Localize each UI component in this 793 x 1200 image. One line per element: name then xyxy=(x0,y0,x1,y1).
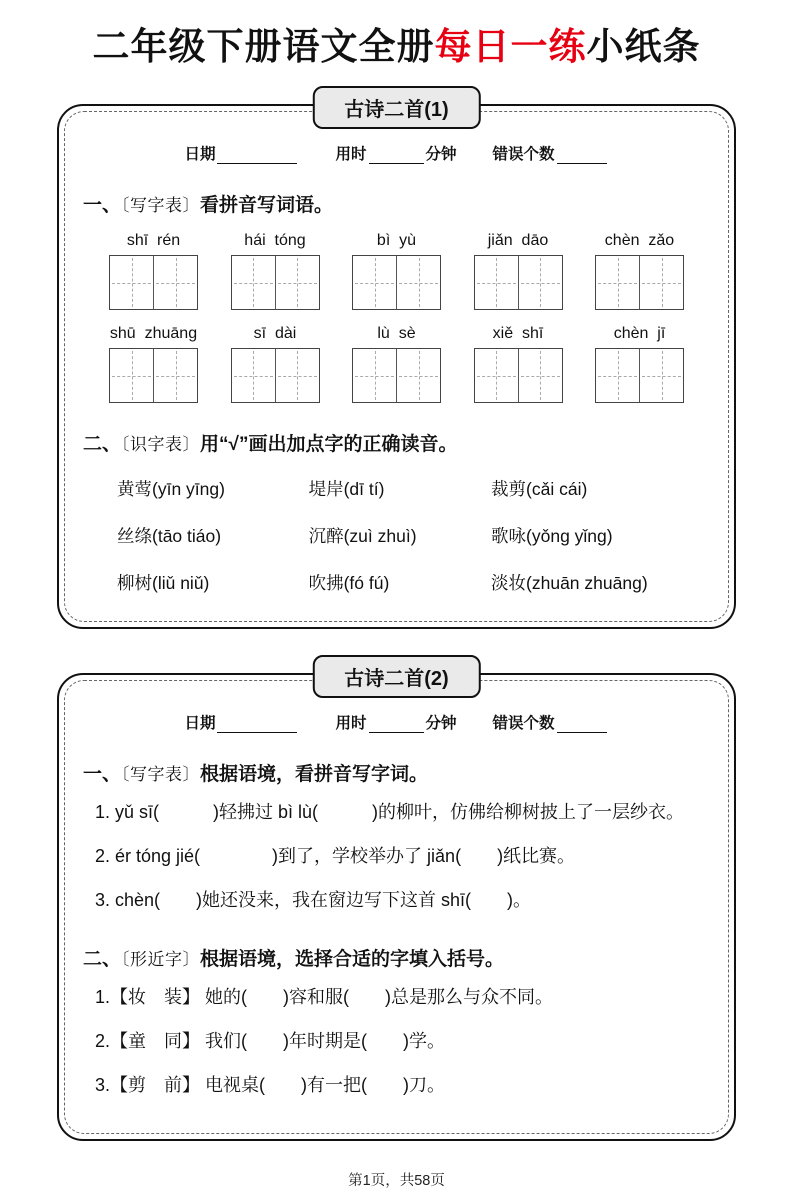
writing-cell xyxy=(110,256,153,309)
errors-label: 错误个数 xyxy=(492,146,555,163)
similar-characters-item: 2.【童 同】 我们( )年时期是( )学。 xyxy=(95,1031,445,1052)
pronunciation-items-grid xyxy=(117,476,710,595)
card-2-section-1-heading xyxy=(83,759,710,786)
section-number: 一、 xyxy=(83,195,122,216)
date-field xyxy=(184,142,299,164)
pinyin-label: xiě shī xyxy=(492,325,544,342)
fill-in-item: 1. yǔ sī( )轻拂过 bì lù( )的柳叶，仿佛给柳树披上了一层纱衣。 xyxy=(95,802,685,822)
time-blank xyxy=(369,148,424,164)
errors-label: 错误个数 xyxy=(492,715,555,732)
pinyin-label: bì yù xyxy=(376,232,417,249)
fill-in-item: 3. chèn( )她还没来，我在窗边写下这首 shī( )。 xyxy=(95,890,532,911)
fill-in-pinyin-list xyxy=(83,795,710,918)
pinyin-label: chèn zǎo xyxy=(604,232,675,249)
pinyin-label: shī rén xyxy=(126,232,181,249)
card-2-section-2-heading xyxy=(83,944,710,971)
writing-cell xyxy=(518,256,562,309)
pinyin-label: jiǎn dāo xyxy=(487,232,549,249)
section-title: 用“√”画出加点字的正确读音。 xyxy=(200,434,458,455)
writing-cell xyxy=(153,256,197,309)
card-2-title: 古诗二首(2) xyxy=(312,655,480,698)
writing-cell xyxy=(275,256,319,309)
card-1-section-1-heading xyxy=(83,190,710,217)
writing-cell xyxy=(396,349,440,402)
writing-grid xyxy=(352,348,441,403)
similar-characters-item: 1.【妆 装】 她的( )容和服( )总是那么与众不同。 xyxy=(95,987,553,1008)
pronunciation-item: 黄莺(yīn yīng) xyxy=(117,479,225,499)
worksheet-card-1 xyxy=(57,99,736,629)
word-block xyxy=(474,232,563,310)
writing-cell xyxy=(232,349,275,402)
page-title xyxy=(0,0,793,70)
date-blank xyxy=(217,717,297,733)
word-block xyxy=(352,232,441,310)
pronunciation-item: 裁剪(cǎi cái) xyxy=(491,479,588,499)
writing-grid xyxy=(109,348,198,403)
writing-grid xyxy=(231,348,320,403)
pronunciation-item: 吹拂(fó fú) xyxy=(308,573,390,593)
section-tag: 〔识字表〕 xyxy=(121,435,201,454)
writing-cell xyxy=(353,349,396,402)
writing-cell xyxy=(153,349,197,402)
word-block xyxy=(231,232,320,310)
worksheet-card-2 xyxy=(57,668,736,1141)
writing-cell xyxy=(639,349,683,402)
section-tag: 〔写字表〕 xyxy=(121,196,201,215)
writing-grid xyxy=(474,255,563,310)
pronunciation-item: 歌咏(yǒng yǐng) xyxy=(491,526,613,546)
writing-cell xyxy=(475,256,518,309)
time-label: 用时 xyxy=(335,715,367,732)
page-title-prefix: 二年级下册语文全册 xyxy=(92,26,435,67)
word-block xyxy=(231,325,320,403)
minutes-label: 分钟 xyxy=(425,715,457,732)
writing-grid xyxy=(474,348,563,403)
writing-grid xyxy=(352,255,441,310)
card-1-meta-row xyxy=(83,142,710,164)
similar-characters-item: 3.【剪 前】 电视桌( )有一把( )刀。 xyxy=(95,1075,445,1096)
writing-cell xyxy=(353,256,396,309)
errors-blank xyxy=(557,148,607,164)
writing-cell xyxy=(596,256,639,309)
pronunciation-item: 沉醉(zuì zhuì) xyxy=(308,526,417,546)
writing-cell xyxy=(110,349,153,402)
pinyin-label: hái tóng xyxy=(244,232,306,249)
writing-grid xyxy=(231,255,320,310)
errors-blank xyxy=(557,717,607,733)
page-title-highlight: 每日一练 xyxy=(434,26,587,67)
pinyin-label: lù sè xyxy=(377,325,416,342)
pronunciation-item: 柳树(liǔ niǔ) xyxy=(117,573,210,593)
page-title-suffix: 小纸条 xyxy=(586,26,701,67)
section-title: 看拼音写词语。 xyxy=(200,195,334,216)
card-2-meta-row xyxy=(83,711,710,733)
writing-cell xyxy=(518,349,562,402)
writing-cell xyxy=(232,256,275,309)
similar-characters-list xyxy=(83,980,710,1103)
word-block xyxy=(352,325,441,403)
pinyin-words-row-1 xyxy=(83,232,710,310)
word-block xyxy=(109,325,198,403)
errors-field xyxy=(493,711,609,733)
minutes-label: 分钟 xyxy=(425,146,457,163)
word-block xyxy=(474,325,563,403)
fill-in-item: 2. ér tóng jié( )到了，学校举办了 jiǎn( )纸比赛。 xyxy=(95,846,576,867)
errors-field xyxy=(493,142,609,164)
word-block xyxy=(595,325,684,403)
writing-grid xyxy=(595,348,684,403)
section-tag: 〔形近字〕 xyxy=(121,950,201,970)
date-field xyxy=(184,711,299,733)
writing-cell xyxy=(396,256,440,309)
section-number: 二、 xyxy=(83,434,122,455)
date-label: 日期 xyxy=(184,146,216,163)
time-field xyxy=(335,711,456,733)
section-tag: 〔写字表〕 xyxy=(121,765,201,784)
card-1-section-2-heading xyxy=(83,429,710,456)
section-number: 二、 xyxy=(83,949,122,971)
writing-cell xyxy=(475,349,518,402)
date-blank xyxy=(217,148,297,164)
card-1-title: 古诗二首(1) xyxy=(312,86,480,129)
word-block xyxy=(109,232,198,310)
pronunciation-item: 丝绦(tāo tiáo) xyxy=(117,526,222,546)
section-title: 根据语境，选择合适的字填入括号。 xyxy=(200,949,505,971)
writing-cell xyxy=(596,349,639,402)
writing-grid xyxy=(595,255,684,310)
section-number: 一、 xyxy=(83,764,122,785)
writing-cell xyxy=(639,256,683,309)
pronunciation-item: 堤岸(dī tí) xyxy=(308,479,385,499)
pronunciation-item: 淡妆(zhuān zhuāng) xyxy=(491,573,648,593)
page-number-footer: 第1页，共58页 xyxy=(348,1172,445,1189)
pinyin-label: chèn jī xyxy=(613,325,666,342)
time-label: 用时 xyxy=(335,146,367,163)
section-title: 根据语境，看拼音写字词。 xyxy=(200,764,429,785)
pinyin-label: sī dài xyxy=(253,325,297,342)
pinyin-label: shū zhuāng xyxy=(109,325,198,342)
time-blank xyxy=(369,717,424,733)
word-block xyxy=(595,232,684,310)
time-field xyxy=(335,142,456,164)
date-label: 日期 xyxy=(184,715,216,732)
writing-cell xyxy=(275,349,319,402)
writing-grid xyxy=(109,255,198,310)
pinyin-words-row-2 xyxy=(83,325,710,403)
